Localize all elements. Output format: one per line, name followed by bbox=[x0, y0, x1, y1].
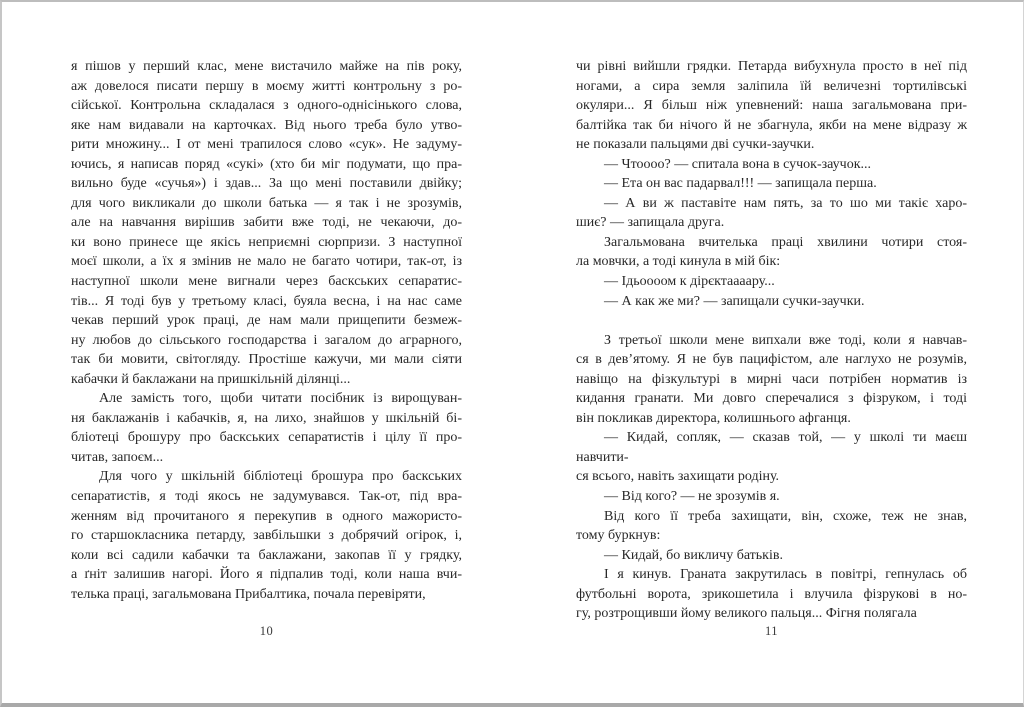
text-line: яке нам видавали на карточках. Від нього треба було утво- bbox=[71, 117, 462, 133]
text-line: телька праці, загальмована Прибалтика, почала перевіряти, bbox=[71, 586, 426, 602]
text-line: не показали пальцями дві сучки-заучки. bbox=[576, 137, 815, 153]
left-page-number: 10 bbox=[259, 624, 274, 638]
text-line: гу, розтрощивши йому великого пальця... Фігня полягала bbox=[576, 606, 917, 622]
text-line: ну любов до сільського господарства і загалом до аграрного, bbox=[71, 332, 462, 348]
text-line: наступної школи мене вигнали через баскських сепаратис- bbox=[71, 274, 462, 290]
text-line: я пішов у перший клас, мене вистачило майже на пів року, bbox=[71, 59, 462, 74]
text-line: футбольні ворота, зрикошетила і влучила фізрукові в но- bbox=[576, 586, 967, 602]
text-line: тому буркнув: bbox=[576, 528, 661, 544]
text-line: З третьої школи мене випхали вже тоді, коли я навчав- bbox=[604, 332, 967, 348]
text-line: шиє? — запищала друга. bbox=[576, 215, 725, 231]
text-line: читав, запоєм... bbox=[71, 449, 164, 465]
text-line: а ґніт залишив нагорі. Його я підпалив тоді, коли наша вчи- bbox=[71, 567, 462, 583]
text-line: — А как же ми? — запищали сучки-заучки. bbox=[604, 293, 865, 309]
text-line: він покликав директора, колишнього афганця. bbox=[576, 410, 851, 426]
text-line: рити множину... І от мені трапилося слово «сук». Не задуму- bbox=[71, 137, 462, 153]
text-line: — Чтоооо? — спитала вона в сучок-заучок... bbox=[604, 156, 872, 172]
text-line: ся всього, навіть захищати родіну. bbox=[576, 469, 780, 485]
text-line: сійської. Контрольна складалася з одного-однісінького слова, bbox=[71, 98, 462, 114]
text-line: І я кинув. Граната закрутилась в повітрі, гепнулась об bbox=[604, 567, 967, 583]
text-line: го старшокласника петарду, завбільшки з добрячий огірок, і, bbox=[71, 528, 462, 544]
text-line: Для чого у шкільній бібліотеці брошура про баскських bbox=[99, 469, 462, 485]
text-line: — А ви ж паставіте нам пять, за то шо ми такіє харо- bbox=[604, 195, 967, 211]
text-line: кидання гранати. Ми довго сперечалися з фізруком, і тоді bbox=[576, 391, 967, 407]
text-line: аж довелося писати першу в моєму житті контрольну з ро- bbox=[71, 78, 462, 94]
text-line: балтійка так би нічого й не збагнула, якби на мене відразу ж bbox=[576, 117, 967, 133]
text-line: ногами, а сира земля заліпила їй величезні тортилівські bbox=[576, 78, 967, 94]
text-line: окуляри... Я більш ніж упевнений: наша загальмована при- bbox=[576, 98, 967, 114]
text-line: так би мовити, світогляду. Простіше кажучи, ми мали сіяти bbox=[71, 352, 462, 368]
text-line: чекав перший урок праці, де нам мали прищепити безмеж- bbox=[71, 313, 462, 329]
text-line: ки воно принесе ще якісь неприємні сюрпризи. З наступної bbox=[71, 234, 462, 250]
text-line: — Кидай, бо викличу батьків. bbox=[604, 547, 783, 563]
text-line: женням від прочитаного я перекупив в одного мажористо- bbox=[71, 508, 462, 524]
text-line: Але замість того, щоби читати посібник із вирощуван- bbox=[99, 391, 462, 407]
right-page-text[interactable] bbox=[576, 57, 967, 624]
text-line: але на навчання вирішив забити вже тоді, не чекаючи, до- bbox=[71, 215, 462, 231]
left-page-text[interactable] bbox=[71, 57, 462, 604]
text-line: — Кидай, сопляк, — сказав той, — у школі ти маєш навчити- bbox=[576, 430, 967, 465]
text-line: коли всі садили кабачки та баклажани, закопав її у грядку, bbox=[71, 547, 462, 563]
text-line: Загальмована вчителька праці хвилини чотири стоя- bbox=[604, 234, 967, 250]
section-break bbox=[576, 311, 967, 331]
text-line: бліотеці брошуру про баскських сепаратистів і цілу її про- bbox=[71, 430, 462, 446]
right-page-number: 11 bbox=[764, 624, 779, 638]
text-line: для чого викликали до школи батька — я так і не зрозумів, bbox=[71, 195, 462, 211]
text-line: сепаратистів, я тоді якось не задумувався. Так-от, під вра- bbox=[71, 489, 462, 505]
text-line: — Ідьоооом к дірєктаааару... bbox=[604, 274, 775, 290]
text-line: тів... Я тоді був у третьому класі, буяла весна, і на нас саме bbox=[71, 293, 462, 309]
text-line: — Ета он вас падарвал!!! — запищала перша. bbox=[604, 176, 877, 192]
text-line: вильно буде «сучья») і здав... За що мені поставили двійку; bbox=[71, 176, 462, 192]
text-line: ня баклажанів і кабачків, я, на лихо, знайшов у шкільній бі- bbox=[71, 410, 462, 426]
text-line: ла мовчки, а тоді кинула в мій бік: bbox=[576, 254, 781, 270]
text-line: навіщо на фізкультурі в мирні часи потрібен норматив із bbox=[576, 371, 967, 387]
text-line: ся в дев’ятому. Я не був пацифістом, але наглухо не розумів, bbox=[576, 352, 967, 368]
text-line: кабачки й баклажани на пришкільній ділянці... bbox=[71, 371, 351, 387]
text-line: ючись, я написав поряд «сукі» (хто би міг подумати, що пра- bbox=[71, 156, 462, 172]
text-line: Від кого її треба захищати, він, схоже, теж не знав, bbox=[604, 508, 967, 524]
text-line: — Від кого? — не зрозумів я. bbox=[604, 489, 780, 505]
text-line: чи рівні вийшли грядки. Петарда вибухнула просто в неї під bbox=[576, 59, 967, 74]
text-line: моєї школи, а їх я змінив не мало не багато чотири, так-от, із bbox=[71, 254, 462, 270]
